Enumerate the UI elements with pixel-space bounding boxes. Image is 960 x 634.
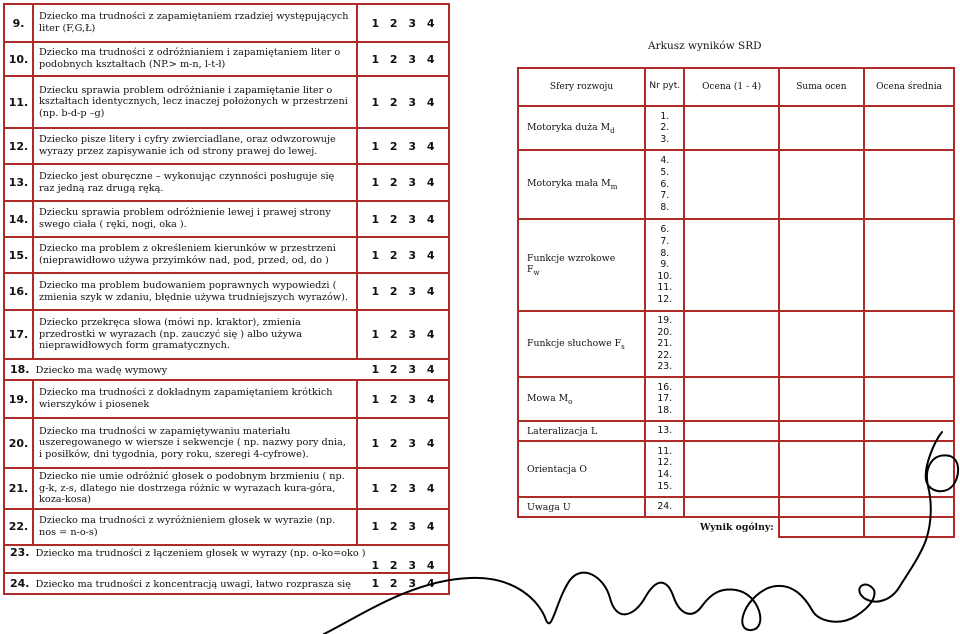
rating-scale[interactable]: 1 2 3 4 [357,201,449,237]
question-number: 15. [4,237,33,273]
overall-result-label: Wynik ogólny: [645,517,779,537]
average-cell[interactable] [864,219,954,311]
pen-scribble [320,430,960,634]
question-number: 20. [4,418,33,468]
question-text: Dziecku sprawia problem odróżnianie i zapamiętanie liter o kształtach identycznych, lecz inaczej położonych w przestrzeni (np. b-d-p –g) [33,76,357,128]
question-number: 10. [4,42,33,76]
sphere-name: Lateralizacja L [518,421,645,441]
question-text: Dziecko jest oburęczne – wykonując czynności posługuje się raz jedną raz drugą ręką. [33,164,357,201]
rating-scale[interactable]: 1 2 3 4 [357,509,449,545]
header-sfery: Sfery rozwoju [518,68,645,106]
question-text: Dziecko ma wadę wymowy [35,365,168,376]
sheet-title: Arkusz wyników SRD [648,40,762,52]
question-number: 13. [4,164,33,201]
question-text: Dziecko ma trudności z dokładnym zapamiętaniem krótkich wierszyków i piosenek [33,380,357,418]
question-text: Dziecko ma trudności z koncentracją uwagi, łatwo rozprasza się [35,578,351,590]
average-cell[interactable] [864,311,954,377]
question-text: Dziecko ma problem z określeniem kierunków w przestrzeni (nieprawidłowo używa przyimków nad, pod, przed, od, do ) [33,237,357,273]
question-text: Dziecko przekręca słowa (mówi np. kraktor), zmienia przedrostki w wyrazach (np. zauczyć się ) albo używa nieprawidłowych form gramatycznych. [33,310,357,359]
question-row-full [4,359,449,380]
rating-cell[interactable] [684,106,778,150]
question-numbers: 13. [645,421,684,441]
rating-scale[interactable]: 1 2 3 4 [357,237,449,273]
header-nr: Nr pyt. [645,68,684,106]
rating-cell[interactable] [684,311,778,377]
question-numbers: 24. [645,497,684,517]
question-number: 14. [4,201,33,237]
rating-scale[interactable]: 1 2 3 4 [357,273,449,310]
question-text: Dziecko ma problem budowaniem poprawnych wypowiedzi ( zmienia szyk w zdaniu, błędnie używa trudniejszych wyrazów). [33,273,357,310]
question-row [4,380,449,418]
question-number: 16. [4,273,33,310]
rating-scale[interactable]: 1 2 3 4 [357,42,449,76]
sphere-name: Funkcje wzrokowe $F_w$ [518,219,645,311]
sum-cell[interactable] [779,311,864,377]
sphere-name: Orientacja O [518,441,645,497]
sum-cell[interactable] [779,106,864,150]
question-text: Dziecko ma trudności w zapamiętywaniu materiału uszeregowanego w wierszе i sekwencje ( np. nazwy pory dnia, i posiłków, dni tygodnia, pory roku, szeregi 4-cyfrowe). [33,418,357,468]
sphere-name: Uwaga U [518,497,645,517]
question-text: Dziecko ma trudności z odróżnianiem i zapamiętaniem liter o podobnych kształtach (NP.> m-n, l-t-ł) [33,42,357,76]
question-row [4,42,449,76]
sum-cell[interactable] [779,377,864,421]
rating-scale[interactable]: 1 2 3 4 [357,76,449,128]
question-text: Dziecko pisze litery i cyfry zwierciadlane, oraz odwzorowuje wyrazy przez zapisywanie ich od strony prawej do lewej. [33,128,357,164]
question-text: Dziecko ma trudności z zapamiętaniem rzadziej występujących liter (F,G,Ł) [33,4,357,42]
question-text: Dziecko ma trudności z wyróżnieniem głosek w wyrazie (np. nos = n-o-s) [33,509,357,545]
question-number: 24. [10,576,30,590]
rating-cell[interactable] [684,219,778,311]
sum-cell[interactable] [779,150,864,219]
question-text: Dziecko nie umie odróżnić głosek o podobnym brzmieniu ( np. g-k, z-s, dlatego nie dostrzega różnic w wyrazach kura-góra, koza-kosa) [33,468,357,509]
question-text: Dziecku sprawia problem odróżnienie lewej i prawej strony swego ciała ( ręki, nogi, oka ). [33,201,357,237]
question-number: 12. [4,128,33,164]
sphere-name: Motoryka mała $M_m$ [518,150,645,219]
question-row [4,359,449,380]
rating-scale[interactable]: 1 2 3 4 [371,558,435,572]
question-row [4,4,449,42]
question-number: 23. [10,545,30,559]
question-number: 9. [4,4,33,42]
rating-scale[interactable]: 1 2 3 4 [357,4,449,42]
rating-scale[interactable]: 1 2 3 4 [357,468,449,509]
question-number: 19. [4,380,33,418]
average-cell[interactable] [864,150,954,219]
header-srednia: Ocena średnia [864,68,954,106]
question-row [4,164,449,201]
question-row [4,310,449,359]
sphere-name: Motoryka duża $M_d$ [518,106,645,150]
sphere-row [518,106,954,150]
question-number: 22. [4,509,33,545]
sphere-name: Funkcje słuchowe $F_s$ [518,311,645,377]
question-row [4,237,449,273]
rating-scale[interactable]: 1 2 3 4 [371,576,435,590]
question-row [4,76,449,128]
rating-scale[interactable]: 1 2 3 4 [357,380,449,418]
sphere-name: Mowa $M_o$ [518,377,645,421]
sphere-row [518,377,954,421]
question-row [4,201,449,237]
rating-scale[interactable]: 1 2 3 4 [357,128,449,164]
question-number: 21. [4,468,33,509]
rating-scale[interactable]: 1 2 3 4 [371,363,435,376]
rating-scale[interactable]: 1 2 3 4 [357,418,449,468]
question-row [4,273,449,310]
sphere-row [518,219,954,311]
question-numbers: 16. 17. 18. [645,377,684,421]
average-cell[interactable] [864,106,954,150]
question-numbers: 6. 7. 8. 9. 10. 11. 12. [645,219,684,311]
question-text: Dziecko ma trudności z łączeniem głosek w wyrazy (np. o-ko=oko ) [35,547,366,559]
sphere-row [518,150,954,219]
question-numbers: 11. 12. 14. 15. [645,441,684,497]
sphere-row [518,311,954,377]
question-number: 18. [10,363,30,376]
question-numbers: 19. 20. 21. 22. 23. [645,311,684,377]
question-number: 17. [4,310,33,359]
sheet-header-row [518,68,954,106]
question-numbers: 1. 2. 3. [645,106,684,150]
question-number: 11. [4,76,33,128]
scribble-stroke [324,432,958,634]
sum-cell[interactable] [779,219,864,311]
header-suma: Suma ocen [779,68,864,106]
rating-cell[interactable] [684,150,778,219]
question-numbers: 4. 5. 6. 7. 8. [645,150,684,219]
average-cell[interactable] [864,377,954,421]
question-row [4,128,449,164]
rating-scale[interactable]: 1 2 3 4 [357,164,449,201]
header-ocena: Ocena (1 - 4) [684,68,778,106]
rating-cell[interactable] [684,377,778,421]
rating-scale[interactable]: 1 2 3 4 [357,310,449,359]
